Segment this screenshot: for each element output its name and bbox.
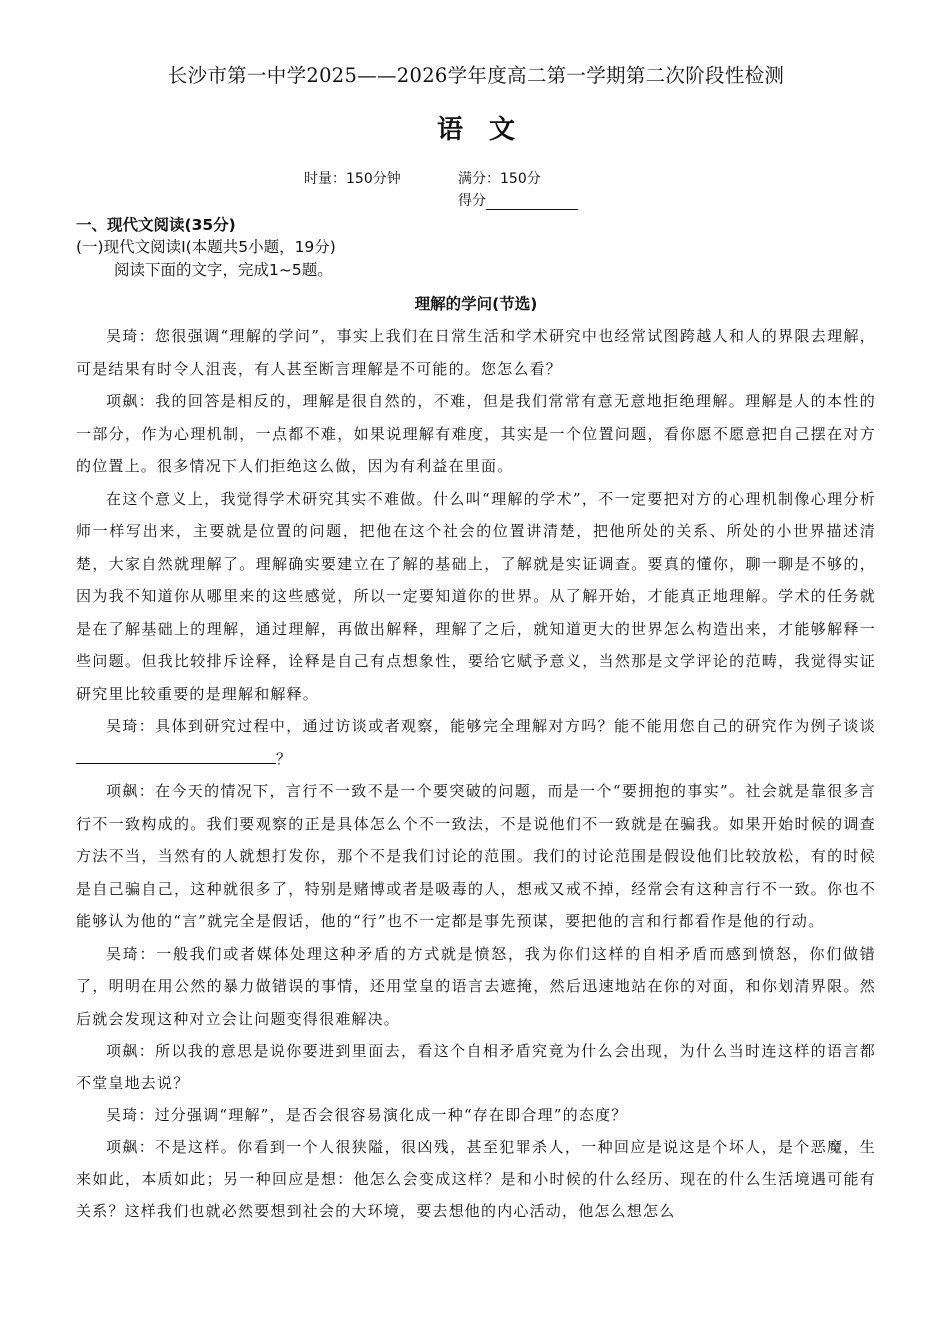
article-paragraph: 吴琦：一般我们或者媒体处理这种矛盾的方式就是愤怒，我为你们这样的自相矛盾而感到愤怒，你们做错了，明明在用公然的暴力做错误的事情，还用堂皇的语言去遮掩，然后迅速地站在你的对面，和你划清界限。然后就会发现这种对立会让问题变得很难解决。 (76, 944, 876, 1028)
article-paragraph: 项飙：不是这样。你看到一个人很狭隘，很凶残，甚至犯罪杀人，一种回应是说这是个坏人，是个恶魔，生来如此，本质如此；另一种回应是想：他怎么会变成这样？是和小时候的什么经历、现在的什么生活境遇可能有关系？这样我们也就必然要想到社会的大环境，要去想他的内心活动，他怎么想怎么 (76, 1138, 876, 1221)
section-title: 一、现代文阅读(35分) (76, 216, 236, 235)
reading-instruction: 阅读下面的文字，完成1~5题。 (114, 261, 333, 280)
score-label: 得分 (458, 193, 486, 210)
article-paragraph-with-blank (76, 710, 876, 775)
article-paragraph: 吴琦：过分强调“理解”，是否会很容易演化成一种“存在即合理”的态度？ (106, 1106, 628, 1125)
score-blank[interactable] (486, 193, 578, 210)
article-paragraph: 吴琦：您很强调“理解的学问”，事实上我们在日常生活和学术研究中也经常试图跨越人和人的界限去理解，可是结果有时令人沮丧，有人甚至断言理解是不可能的。您怎么看？ (76, 327, 876, 378)
subject-title (76, 109, 876, 146)
full-score: 满分：150分 (458, 171, 541, 188)
subsection-title: (一)现代文阅读Ⅰ(本题共5小题，19分) (76, 238, 336, 257)
paragraph-text-end: ？ (276, 749, 293, 768)
subject-char-1: 语 (436, 115, 463, 146)
subject-char-2: 文 (489, 115, 516, 146)
article-paragraph: 项飙：在今天的情况下，言行不一致不是一个要突破的问题，而是一个“要拥抱的事实”。社会就是靠很多言行不一致构成的。我们要观察的正是具体怎么个不一致法，不是说他们不一致就是在骗我。如果开始时候的调查方法不当，当然有的人就想打发你，那个不是我们讨论的范围。我们的讨论范围是假设他们比较放松，有的时候是自己骗自己，这种就很多了，特别是赌博或者是吸毒的人，想戒又戒不掉，经常会有这种言行不一致。你也不能够认为他的“言”就完全是假话，他的“行”也不一定都是事先预谋，要把他的言和行都看作是他的行动。 (76, 782, 876, 931)
score-field (458, 190, 578, 210)
article-paragraph: 项飙：我的回答是相反的，理解是很自然的，不难，但是我们常常有意无意地拒绝理解。理解是人的本性的一部分，作为心理机制，一点都不难，如果说理解有难度，其实是一个位置问题，看你愿不愿意把自己摆在对方的位置上。很多情况下人们拒绝这么做，因为有利益在里面。 (76, 392, 876, 476)
exam-title: 长沙市第一中学2025——2026学年度高二第一学期第二次阶段性检测 (167, 64, 785, 87)
time-limit: 时量：150分钟 (304, 171, 401, 188)
article-paragraph: 项飙：所以我的意思是说你要进到里面去，看这个自相矛盾究竟为什么会出现，为什么当时连这样的语言都不堂皇地去说？ (76, 1042, 876, 1093)
paragraph-text: 吴琦：具体到研究过程中，通过访谈或者观察，能够完全理解对方吗？能不能用您自己的研究作为例子谈谈 (106, 717, 876, 736)
article-title: 理解的学问(节选) (414, 295, 538, 314)
exam-meta (76, 168, 876, 210)
article-paragraph: 在这个意义上，我觉得学术研究其实不难做。什么叫“理解的学术”，不一定要把对方的心理机制像心理分析师一样写出来，主要就是位置的问题，把他在这个社会的位置讲清楚，把他所处的关系、所处的小世界描述清楚，大家自然就理解了。理解确实要建立在了解的基础上，了解就是实证调查。要真的懂你，聊一聊是不够的，因为我不知道你从哪里来的这些感觉，所以一定要知道你的世界。从了解开始，才能真正地理解。学术的任务就是在了解基础上的理解，通过理解，再做出解释，理解了之后，就知道更大的世界怎么构造出来，才能够解释一些问题。但我比较排斥诠释，诠释是自己有点想象性，要给它赋予意义，当然那是文学评论的范畴，我觉得实证研究里比较重要的是理解和解释。 (76, 489, 876, 703)
fill-in-blank[interactable] (76, 745, 276, 764)
